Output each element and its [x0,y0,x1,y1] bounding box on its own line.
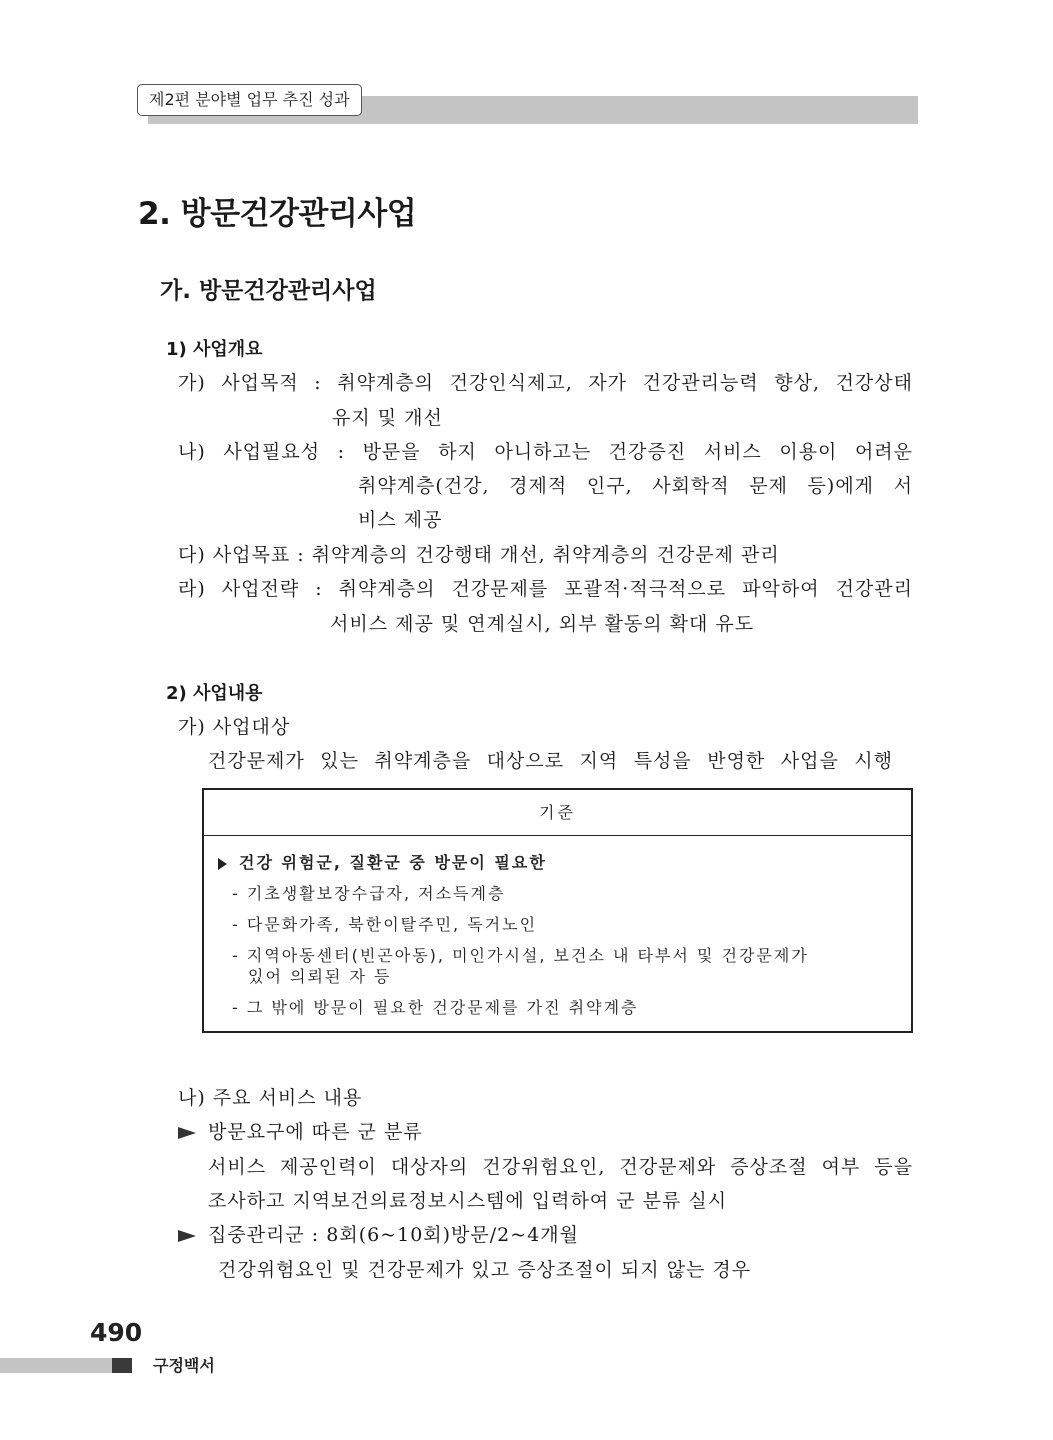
service2-title-text: 집중관리군 : 8회(6~10회)방문/2~4개월 [208,1224,579,1246]
sec1-heading: 1) 사업개요 [166,339,263,360]
service2-line1: 건강위험요인 및 건강문제가 있고 증상조절이 되지 않는 경우 [218,1259,752,1281]
chapter-title: 2. 방문건강관리사업 [138,196,417,232]
service1-line2: 조사하고 지역보건의료정보시스템에 입력하여 군 분류 실시 [208,1190,728,1212]
criteria-bullet [218,850,547,873]
criteria-box-header: 기준 [204,790,911,836]
sec1-item4-line2: 서비스 제공 및 연계실시, 외부 활동의 확대 유도 [330,613,755,635]
target-description: 건강문제가 있는 취약계층을 대상으로 지역 특성을 반영한 사업을 시행 [208,750,893,772]
criteria-item: - 그 밖에 방문이 필요한 건강문제를 가진 취약계층 [232,998,639,1017]
service1-line1: 서비스 제공인력이 대상자의 건강위험요인, 건강문제와 증상조절 여부 등을 [208,1156,913,1178]
sec2-heading: 2) 사업내용 [166,683,263,704]
footer-square [112,1358,132,1373]
footer-bar [0,1358,112,1373]
pointer-bullet-icon [178,1230,196,1242]
target-label: 가) 사업대상 [178,716,291,738]
sec1-item1-line2: 유지 및 개선 [332,407,443,429]
sec1-item2-line3: 비스 제공 [358,509,443,531]
section-subtitle: 가. 방문건강관리사업 [160,278,377,304]
section-tab: 제2편 분야별 업무 추진 성과 [137,84,362,116]
criteria-item-continuation: 있어 의뢰된 자 등 [248,967,392,986]
triangle-bullet-icon [218,858,227,870]
pointer-bullet-icon [178,1127,196,1139]
criteria-bullet-text: 건강 위험군, 질환군 중 방문이 필요한 [239,853,547,872]
sec1-item2-line1: 나) 사업필요성 : 방문을 하지 아니하고는 건강증진 서비스 이용이 어려운 [178,441,913,463]
criteria-item: - 기초생활보장수급자, 저소득계층 [232,884,506,903]
criteria-box [202,788,913,1033]
sec1-item4-line1: 라) 사업전략 : 취약계층의 건강문제를 포괄적·적극적으로 파악하여 건강관리 [178,578,913,600]
page-number: 490 [90,1318,143,1347]
criteria-item: - 지역아동센터(빈곤아동), 미인가시설, 보건소 내 타부서 및 건강문제가 [232,946,809,965]
sec1-item3-line1: 다) 사업목표 : 취약계층의 건강행태 개선, 취약계층의 건강문제 관리 [178,544,780,566]
service2-title [178,1220,579,1247]
services-label: 나) 주요 서비스 내용 [178,1087,363,1109]
service1-title [178,1117,423,1144]
service1-title-text: 방문요구에 따른 군 분류 [208,1121,423,1143]
sec1-item1-line1: 가) 사업목적 : 취약계층의 건강인식제고, 자가 건강관리능력 향상, 건강상태 [178,372,913,394]
sec1-item2-line2: 취약계층(건강, 경제적 인구, 사회학적 문제 등)에게 서 [358,475,913,497]
criteria-item: - 다문화가족, 북한이탈주민, 독거노인 [232,915,538,934]
book-title: 구정백서 [153,1356,215,1375]
